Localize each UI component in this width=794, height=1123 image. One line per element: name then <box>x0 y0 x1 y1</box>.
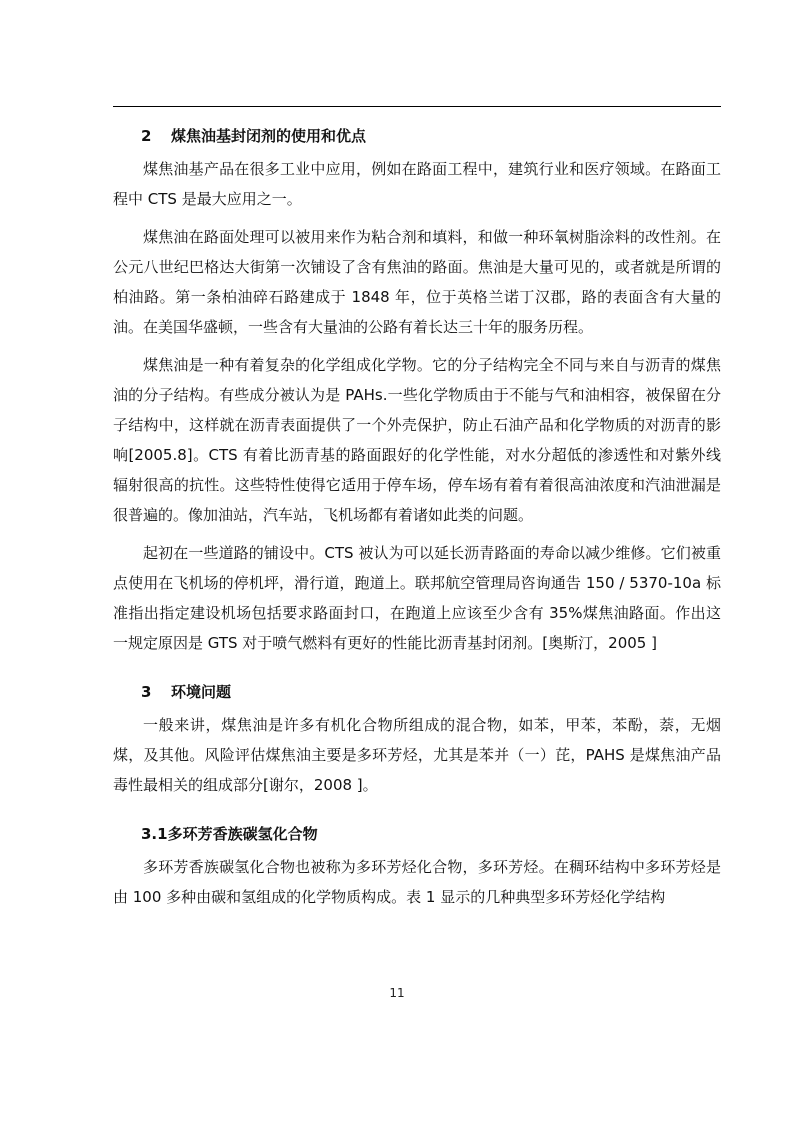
section-number: 2 <box>141 127 152 145</box>
page-number: 11 <box>389 986 405 1000</box>
page-content <box>113 118 721 920</box>
section-title: 环境问题 <box>171 683 232 701</box>
section-title: 多环芳香族碳氢化合物 <box>167 825 318 843</box>
paragraph: 多环芳香族碳氢化合物也被称为多环芳烃化合物，多环芳烃。在稠环结构中多环芳烃是由 100 多种由碳和氢组成的化学物质构成。表 1 显示的几种典型多环芳烃化学结构 <box>113 858 721 906</box>
header-rule <box>113 106 721 107</box>
section-3-heading <box>113 674 721 710</box>
section-number: 3 <box>141 683 152 701</box>
paragraph: 煤焦油在路面处理可以被用来作为粘合剂和填料，和做一种环氧树脂涂料的改性剂。在公元八世纪巴格达大街第一次铺设了含有焦油的路面。焦油是大量可见的，或者就是所谓的柏油路。第一条柏油碎石路建成于 1848 年，位于英格兰诺丁汉郡，路的表面含有大量的油。在美国华盛顿，一些含有大量油的公路有着长达三十年的服务历程。 <box>113 228 721 336</box>
section-title: 煤焦油基封闭剂的使用和优点 <box>171 127 367 145</box>
paragraph: 起初在一些道路的铺设中。CTS 被认为可以延长沥青路面的寿命以减少维修。它们被重点使用在飞机场的停机坪，滑行道，跑道上。联邦航空管理局咨询通告 150 / 5370-10a 标准指出指定建设机场包括要求路面封口，在跑道上应该至少含有 35%煤焦油路面。作出这一规定原因是 GTS 对于喷气燃料有更好的性能比沥青基封闭剂。[奥斯汀，2005 ] <box>113 544 721 652</box>
section-3-1-heading <box>113 816 721 852</box>
section-number: 3.1 <box>141 825 168 843</box>
section-2-heading <box>113 118 721 154</box>
paragraph: 煤焦油基产品在很多工业中应用，例如在路面工程中，建筑行业和医疗领域。在路面工程中 CTS 是最大应用之一。 <box>113 160 721 208</box>
paragraph: 一般来讲，煤焦油是许多有机化合物所组成的混合物，如苯，甲苯，苯酚，萘，无烟煤，及其他。风险评估煤焦油主要是多环芳烃，尤其是苯并（一）芘，PAHS 是煤焦油产品毒性最相关的组成部分[谢尔，2008 ]。 <box>113 716 721 794</box>
paragraph: 煤焦油是一种有着复杂的化学组成化学物。它的分子结构完全不同与来自与沥青的煤焦油的分子结构。有些成分被认为是 PAHs.一些化学物质由于不能与气和油相容，被保留在分子结构中，这样就在沥青表面提供了一个外壳保护，防止石油产品和化学物质的对沥青的影响[2005.8]。CTS 有着比沥青基的路面跟好的化学性能，对水分超低的渗透性和对紫外线辐射很高的抗性。这些特性使得它适用于停车场，停车场有着有着很高油浓度和汽油泄漏是很普遍的。像加油站，汽车站，飞机场都有着诸如此类的问题。 <box>113 356 721 524</box>
